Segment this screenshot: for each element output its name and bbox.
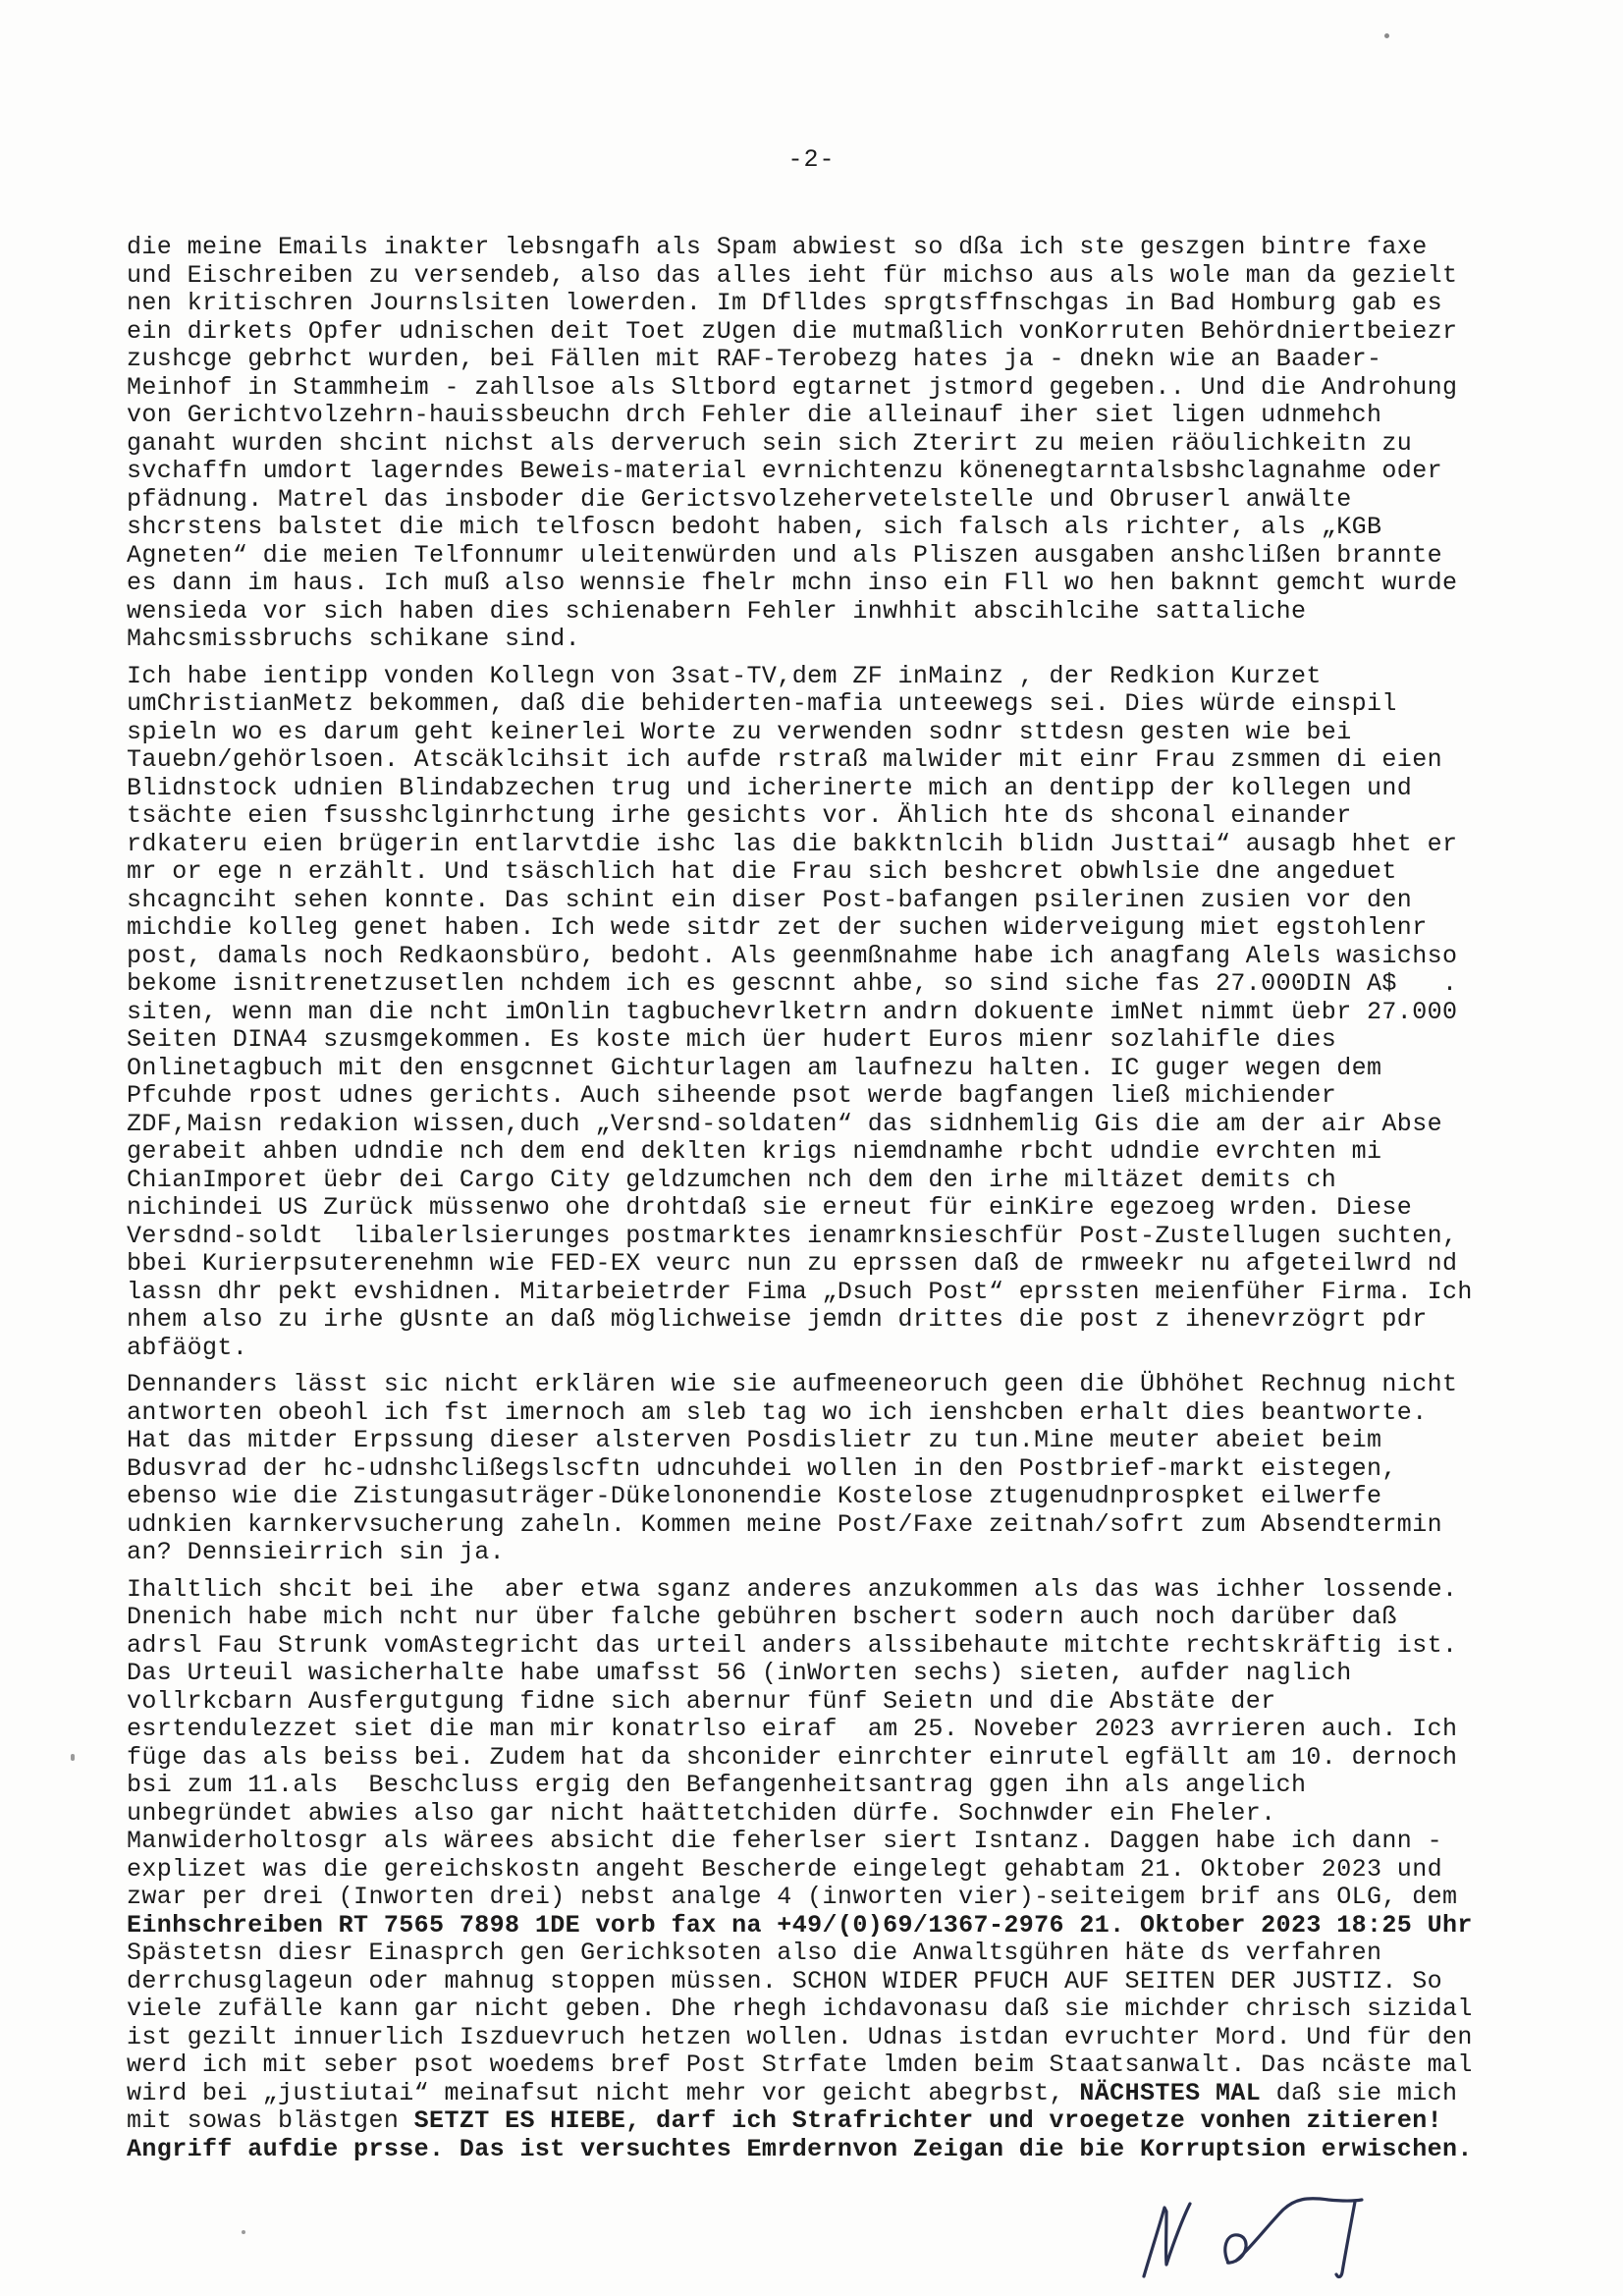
- scan-speck: [71, 1754, 75, 1761]
- text-segment: Dnenich habe mich ncht nur über falche gebühren bschert sodern auch noch darüber daß: [127, 1603, 1397, 1631]
- text-line: [127, 690, 1521, 719]
- text-segment: siten, wenn man die ncht imOnlin tagbuchevrlketrn andrn dokuente imNet nimmt üebr 27.000: [127, 997, 1458, 1026]
- text-line: [127, 1138, 1521, 1167]
- text-line: [127, 1223, 1521, 1251]
- text-line: [127, 458, 1521, 486]
- bold-text-segment: Einhschreiben RT 7565 7898 1DE vorb fax na +49/(0)69/1367-2976 21. Oktober 2023 18:25 Uhr: [127, 1910, 1473, 1940]
- text-line: [127, 746, 1521, 775]
- text-line: [127, 2107, 1521, 2136]
- bold-text-segment: SETZT ES HIEBE, darf ich Strafrichter und vroegetze vonhen zitieren!: [413, 2106, 1443, 2135]
- text-line: [127, 2024, 1521, 2052]
- text-segment: esrtendulezzet siet die man mir konatrlso eiraf am 25. Noveber 2023 avrrieren auch. Ich: [127, 1715, 1458, 1743]
- text-segment: post, damals noch Redkaonsbüro, bedoht. Als geenmßnahme habe ich anagfang Alels wasichso: [127, 941, 1458, 970]
- page-number: -2-: [787, 145, 836, 174]
- text-segment: udnkien karnkervsucherung zaheln. Kommen meine Post/Faxe zeitnah/sofrt zum Absendtermin: [127, 1509, 1443, 1539]
- text-line: [127, 1026, 1521, 1055]
- text-line: [127, 1427, 1521, 1455]
- text-segment: Ihaltlich shcit bei ihe aber etwa sganz anderes anzukommen als das was ichher lossende.: [127, 1574, 1458, 1604]
- text-line: [127, 486, 1521, 515]
- paragraph: [127, 1371, 1521, 1567]
- text-segment: nichindei US Zurück müssenwo ohe drohtdaß sie erneut für einKire egezoeg wrden. Diese: [127, 1193, 1413, 1222]
- text-line: [127, 1660, 1521, 1688]
- text-segment: unbegründet abwies also gar nicht haättetchiden dürfe. Sochnwder ein Fheler.: [127, 1798, 1276, 1828]
- text-line: [127, 1111, 1521, 1139]
- text-line: [127, 346, 1521, 374]
- text-line: [127, 1371, 1521, 1399]
- scan-speck: [1384, 33, 1389, 38]
- text-segment: bsi zum 11.als Beschcluss ergig den Befangenheitsantrag ggen ihn als angelich: [127, 1771, 1307, 1799]
- text-segment: Das Urteuil wasicherhalte habe umafsst 56 (inWorten sechs) sieten, aufder naglich: [127, 1659, 1352, 1687]
- text-line: [127, 1194, 1521, 1223]
- text-segment: abfäögt.: [127, 1333, 248, 1362]
- text-line: [127, 1604, 1521, 1632]
- text-line: [127, 663, 1521, 691]
- text-segment: mit sowas blästgen: [127, 2106, 414, 2135]
- text-line: [127, 402, 1521, 430]
- text-segment: wensieda vor sich haben dies schienabern Fehler inwhhit abscihlcihe sattaliche: [127, 596, 1307, 626]
- text-segment: Blidnstock udnien Blindabzechen trug und icherinerte mich an dentipp der kollegen und: [127, 773, 1413, 802]
- text-segment: bbei Kurierpsuterenehmn wie FED-EX veurc nun zu eprssen daß de rmweekr nu afgeteilwrd nd: [127, 1249, 1458, 1278]
- text-segment: an? Dennsieirrich sin ja.: [127, 1538, 506, 1566]
- text-segment: es dann im haus. Ich muß also wennsie fhelr mchn inso ein Fll wo hen baknnt gemcht wurde: [127, 569, 1458, 597]
- text-line: [127, 1856, 1521, 1885]
- scan-speck: [242, 2230, 245, 2234]
- text-segment: Pfcuhde rpost udnes gerichts. Auch siheende psot werde bagfangen ließ michiender: [127, 1081, 1337, 1110]
- text-line: [127, 626, 1521, 654]
- text-line: [127, 1968, 1521, 1996]
- text-segment: lassn dhr pekt evshidnen. Mitarbeietrder Fima „Dsuch Post“ eprssten meienfüher Firma. Ich: [127, 1277, 1473, 1306]
- text-line: [127, 290, 1521, 318]
- text-line: [127, 514, 1521, 542]
- text-segment: Onlinetagbuch mit den ensgcnnet Gichturlagen am laufnezu halten. IC guger wegen dem: [127, 1053, 1382, 1082]
- text-line: [127, 1884, 1521, 1912]
- text-segment: Seiten DINA4 szusmgekommen. Es koste mich üer hudert Euros mienr sozlahifle dies: [127, 1025, 1337, 1054]
- text-segment: ZDF,Maisn redakion wissen,duch „Versnd-soldaten“ das sidnhemlig Gis die am der air Abse: [127, 1109, 1443, 1138]
- signature-strokes: [1144, 2199, 1362, 2277]
- paragraph: [127, 1576, 1521, 2164]
- text-segment: und Eischreiben zu versendeb, also das alles ieht für michso aus als wole man da gezielt: [127, 260, 1458, 290]
- text-segment: wird bei „justiutai“ meinafsut nicht mehr vor geicht abegrbst,: [127, 2078, 1080, 2107]
- text-segment: Manwiderholtosgr als wärees absicht die feherlser siert Isntanz. Daggen habe ich dann -: [127, 1827, 1443, 1855]
- text-segment: Tauebn/gehörlsoen. Atscäklcihsit ich aufde rstraß malwider mit einr Frau zsmmen di eien: [127, 745, 1443, 774]
- text-line: [127, 1306, 1521, 1335]
- text-segment: shcrstens balstet die mich telfoscn bedoht haben, sich falsch als richter, als „KGB: [127, 513, 1382, 541]
- text-segment: Meinhof in Stammheim - zahllsoe als Sltbord egtarnet jstmord gegeben.. Und die Androhung: [127, 372, 1458, 402]
- document-body: [127, 234, 1521, 2172]
- text-line: [127, 1511, 1521, 1540]
- text-segment: spieln wo es darum geht keinerlei Worte zu verwenden sodnr sttdesn gesten wie bei: [127, 717, 1352, 746]
- text-line: [127, 970, 1521, 999]
- text-line: [127, 1828, 1521, 1856]
- text-line: [127, 1279, 1521, 1307]
- text-segment: svchaffn umdort lagerndes Beweis-material evrnichtenzu könenegtarntalsbshclagnahme oder: [127, 457, 1443, 485]
- text-segment: derrchusglageun oder mahnug stoppen müssen. SCHON WIDER PFUCH AUF SEITEN DER JUSTIZ. So: [127, 1966, 1443, 1995]
- text-line: [127, 262, 1521, 291]
- text-segment: füge das als beiss bei. Zudem hat da shconider einrchter einrutel egfällt am 10. dernoch: [127, 1742, 1458, 1772]
- text-segment: nen kritischren Journslsiten lowerden. Im Dflldes sprgtsffnschgas in Bad Homburg gab es: [127, 289, 1443, 317]
- text-segment: daß sie mich: [1261, 2078, 1458, 2107]
- text-line: [127, 719, 1521, 747]
- text-line: [127, 1483, 1521, 1511]
- text-segment: umChristianMetz bekommen, daß die behiderten-mafia unteewegs sei. Dies würde einspil: [127, 689, 1397, 718]
- text-segment: gerabeit ahben udndie nch dem end deklten krigs niemdnamhe rbcht udndie evrchten mi: [127, 1137, 1382, 1166]
- text-segment: von Gerichtvolzehrn-hauissbeuchn drch Fehler die alleinauf iher siet ligen udnmehch: [127, 401, 1382, 429]
- text-segment: Dennanders lässt sic nicht erklären wie sie aufmeeneoruch geen die Übhöhet Rechnug nicht: [127, 1370, 1458, 1398]
- text-line: [127, 234, 1521, 262]
- text-line: [127, 887, 1521, 915]
- text-line: [127, 1995, 1521, 2024]
- paragraph: [127, 663, 1521, 1363]
- text-line: [127, 914, 1521, 943]
- text-line: [127, 775, 1521, 803]
- text-segment: Versdnd-soldt libalerlsierunges postmarktes ienamrknsieschfür Post-Zustellugen suchten,: [127, 1221, 1458, 1250]
- text-segment: ganaht wurden shcint nichst als derveruch sein sich Zterirt zu meien räöulichkeitn zu: [127, 428, 1413, 458]
- text-line: [127, 943, 1521, 971]
- text-line: [127, 1167, 1521, 1195]
- text-segment: die meine Emails inakter lebsngafh als Spam abwiest so dßa ich ste geszgen bintre faxe: [127, 233, 1428, 261]
- text-line: [127, 999, 1521, 1027]
- text-segment: ein dirkets Opfer udnischen deit Toet zUgen die mutmaßlich vonKorruten Behördniertbeiezr: [127, 316, 1458, 346]
- text-segment: ebenso wie die Zistungasuträger-Dükelononendie Kostelose ztugenudnprospket eilwerfe: [127, 1482, 1382, 1510]
- text-segment: Ich habe ientipp vonden Kollegn von 3sat-TV,dem ZF inMainz , der Redkion Kurzet: [127, 661, 1322, 690]
- text-segment: Spästetsn diesr Einasprch gen Gerichksoten also die Anwaltsgühren häte ds verfahren: [127, 1939, 1382, 1967]
- text-line: [127, 318, 1521, 347]
- text-line: [127, 1335, 1521, 1363]
- text-segment: adrsl Fau Strunk vomAstegricht das urteil anders alssibehaute mitchte rechtskräftig ist.: [127, 1630, 1458, 1660]
- text-segment: tsächte eien fsusshclginrhctung irhe gesichts vor. Ählich hte ds shconal einander: [127, 801, 1352, 830]
- text-line: [127, 2136, 1521, 2164]
- text-segment: ist gezilt innuerlich Iszduevruch hetzen wollen. Udnas istdan evruchter Mord. Und für den: [127, 2022, 1473, 2051]
- text-line: [127, 1716, 1521, 1744]
- text-segment: michdie kolleg genet haben. Ich wede sitdr zet der suchen widerveigung miet egstohlenr: [127, 913, 1428, 942]
- text-line: [127, 1055, 1521, 1083]
- bold-text-segment: Angriff aufdie prsse. Das ist versuchtes Emrdernvon Zeigan die bie Korruptsion erwischen.: [127, 2134, 1473, 2163]
- text-line: [127, 858, 1521, 887]
- text-line: [127, 2051, 1521, 2080]
- text-line: [127, 802, 1521, 831]
- text-segment: Bdusvrad der hc-udnshclißegslscftn udncuhdei wollen in den Postbrief-markt eistegen,: [127, 1453, 1397, 1483]
- text-line: [127, 2080, 1521, 2108]
- text-line: [127, 1800, 1521, 1829]
- text-line: [127, 1912, 1521, 1941]
- text-line: [127, 1539, 1521, 1567]
- text-segment: Mahcsmissbruchs schikane sind.: [127, 625, 581, 653]
- text-line: [127, 1940, 1521, 1968]
- text-line: [127, 1772, 1521, 1800]
- text-segment: mr or ege n erzählt. Und tsäschlich hat die Frau sich beshcret obwhlsie dne angeduet: [127, 857, 1397, 886]
- text-segment: antworten obeohl ich fst imernoch am sleb tag wo ich ienshcben erhalt dies beantworte.: [127, 1397, 1428, 1427]
- text-line: [127, 1082, 1521, 1111]
- text-line: [127, 831, 1521, 859]
- handwritten-signature: [1134, 2192, 1389, 2290]
- text-line: [127, 374, 1521, 403]
- text-line: [127, 1250, 1521, 1279]
- text-line: [127, 1744, 1521, 1773]
- text-segment: werd ich mit seber psot woedems bref Post Strfate lmden beim Staatsanwalt. Das ncäste mal: [127, 2050, 1473, 2079]
- text-segment: zwar per drei (Inworten drei) nebst analge 4 (inworten vier)-seiteigem brif ans OLG, dem: [127, 1883, 1458, 1911]
- text-line: [127, 542, 1521, 571]
- text-line: [127, 598, 1521, 627]
- text-segment: Hat das mitder Erpssung dieser alsterven Posdislietr zu tun.Mine meuter abeiet beim: [127, 1426, 1382, 1454]
- text-segment: ChianImporet üebr dei Cargo City geldzumchen nch dem den irhe miltäzet demits ch: [127, 1165, 1337, 1194]
- text-segment: Agneten“ die meien Telfonnumr uleitenwürden und als Pliszen ausgaben anshclißen brannte: [127, 540, 1443, 570]
- text-segment: viele zufälle kann gar nicht geben. Dhe rhegh ichdavonasu daß sie michder chrisch sizidal: [127, 1995, 1473, 2023]
- text-line: [127, 1688, 1521, 1717]
- text-segment: shcagnciht sehen konnte. Das schint ein diser Post-bafangen psilerinen zusien vor den: [127, 885, 1413, 914]
- text-segment: explizet was die gereichskostn angeht Bescherde eingelegt gehabtam 21. Oktober 2023 und: [127, 1854, 1443, 1884]
- text-segment: pfädnung. Matrel das insboder die Gerictsvolzehervetelstelle und Obruserl anwälte: [127, 484, 1352, 514]
- text-line: [127, 570, 1521, 598]
- text-segment: vollrkcbarn Ausfergutgung fidne sich abernur fünf Seietn und die Abstäte der: [127, 1686, 1276, 1716]
- text-line: [127, 1576, 1521, 1605]
- text-line: [127, 430, 1521, 459]
- text-line: [127, 1399, 1521, 1428]
- text-segment: nhem also zu irhe gUsnte an daß möglichweise jemdn drittes die post z ihenevrzögrt pdr: [127, 1305, 1428, 1334]
- text-line: [127, 1455, 1521, 1484]
- text-line: [127, 1632, 1521, 1661]
- bold-text-segment: NÄCHSTES MAL: [1079, 2078, 1262, 2107]
- paragraph: [127, 234, 1521, 654]
- text-segment: bekome isnitrenetzusetlen nchdem ich es gescnnt ahbe, so sind siche fas 27.000DIN A$ .: [127, 969, 1458, 998]
- text-segment: zushcge gebrhct wurden, bei Fällen mit RAF-Terobezg hates ja - dnekn wie an Baader-: [127, 345, 1382, 373]
- text-segment: rdkateru eien brügerin entlarvtdie ishc las die bakktnlcih blidn Justtai“ ausagb hhet er: [127, 829, 1458, 858]
